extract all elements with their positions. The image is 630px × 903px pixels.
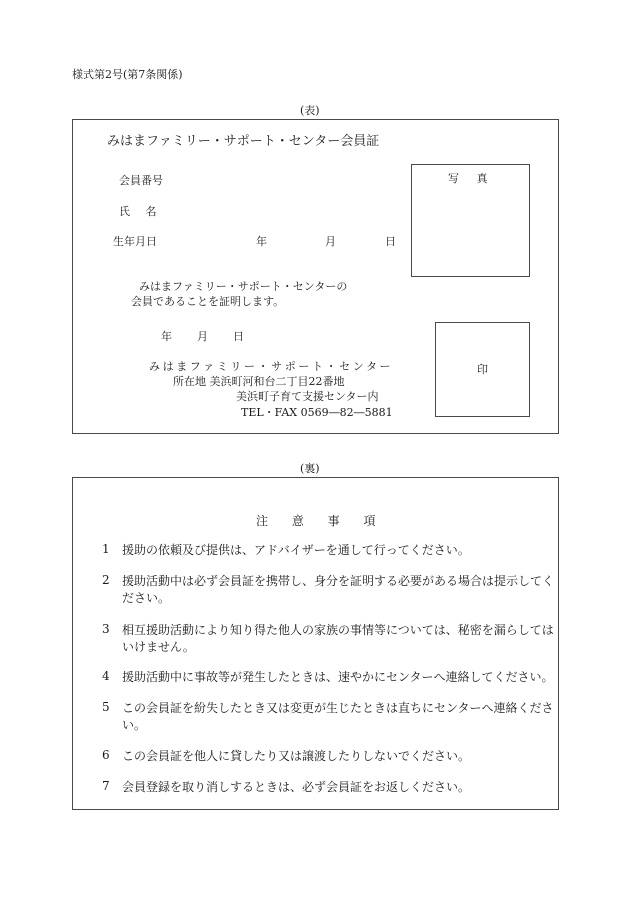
- note-text: この会員証を紛失したとき又は変更が生じたときは直ちにセンターへ連絡ください。: [122, 701, 554, 732]
- issuer-address: 所在地 美浜町河和台二丁目22番地: [173, 375, 345, 388]
- issue-year-label: 年: [161, 330, 172, 343]
- issuer-office: 美浜町子育て支援センター内: [236, 390, 379, 403]
- birth-day-label: 日: [385, 235, 396, 248]
- name-label: 氏 名: [119, 205, 157, 218]
- seal-box: [435, 322, 530, 417]
- certify-line-1: みはまファミリー・サポート・センターの: [139, 280, 348, 293]
- photo-box: [411, 164, 530, 277]
- notes-title: 注 意 事 項: [256, 514, 376, 528]
- birthdate-label: 生年月日: [113, 235, 157, 248]
- note-number: 6: [102, 748, 110, 762]
- birth-year-label: 年: [256, 235, 267, 248]
- note-text: 相互援助活動により知り得た他人の家族の事情等については、秘密を漏らしてはいけません。: [122, 623, 554, 654]
- issue-day-label: 日: [233, 330, 244, 343]
- note-number: 5: [102, 700, 110, 714]
- note-text: 援助活動中に事故等が発生したときは、速やかにセンターへ連絡してください。: [122, 670, 554, 684]
- photo-label: 写 真: [448, 172, 488, 185]
- issuer-tel-fax: TEL・FAX 0569―82―5881: [241, 406, 393, 419]
- note-number: 2: [102, 573, 110, 587]
- front-section-label: (表): [300, 104, 320, 117]
- note-text: この会員証を他人に貸したり又は譲渡したりしないでください。: [122, 749, 471, 763]
- note-text: 会員登録を取り消しするときは、必ず会員証をお返しください。: [122, 780, 471, 794]
- form-number-label: 様式第2号(第7条関係): [72, 68, 183, 81]
- seal-label: 印: [477, 363, 488, 376]
- birth-month-label: 月: [325, 235, 336, 248]
- front-card: [72, 119, 559, 434]
- note-number: 3: [102, 622, 110, 636]
- issue-month-label: 月: [197, 330, 208, 343]
- card-title: みはまファミリー・サポート・センター会員証: [107, 134, 380, 149]
- back-section-label: (裏): [300, 462, 320, 475]
- member-number-label: 会員番号: [119, 174, 163, 187]
- certify-line-2: 会員であることを証明します。: [131, 295, 285, 308]
- note-text: 援助活動中は必ず会員証を携帯し、身分を証明する必要がある場合は提示してください。: [122, 574, 555, 605]
- issuer-name: みはまファミリー・サポート・センター: [149, 360, 394, 373]
- note-number: 1: [102, 542, 110, 556]
- note-number: 4: [102, 669, 110, 683]
- note-number: 7: [102, 779, 110, 793]
- note-text: 援助の依頼及び提供は、アドバイザーを通して行ってください。: [122, 543, 470, 557]
